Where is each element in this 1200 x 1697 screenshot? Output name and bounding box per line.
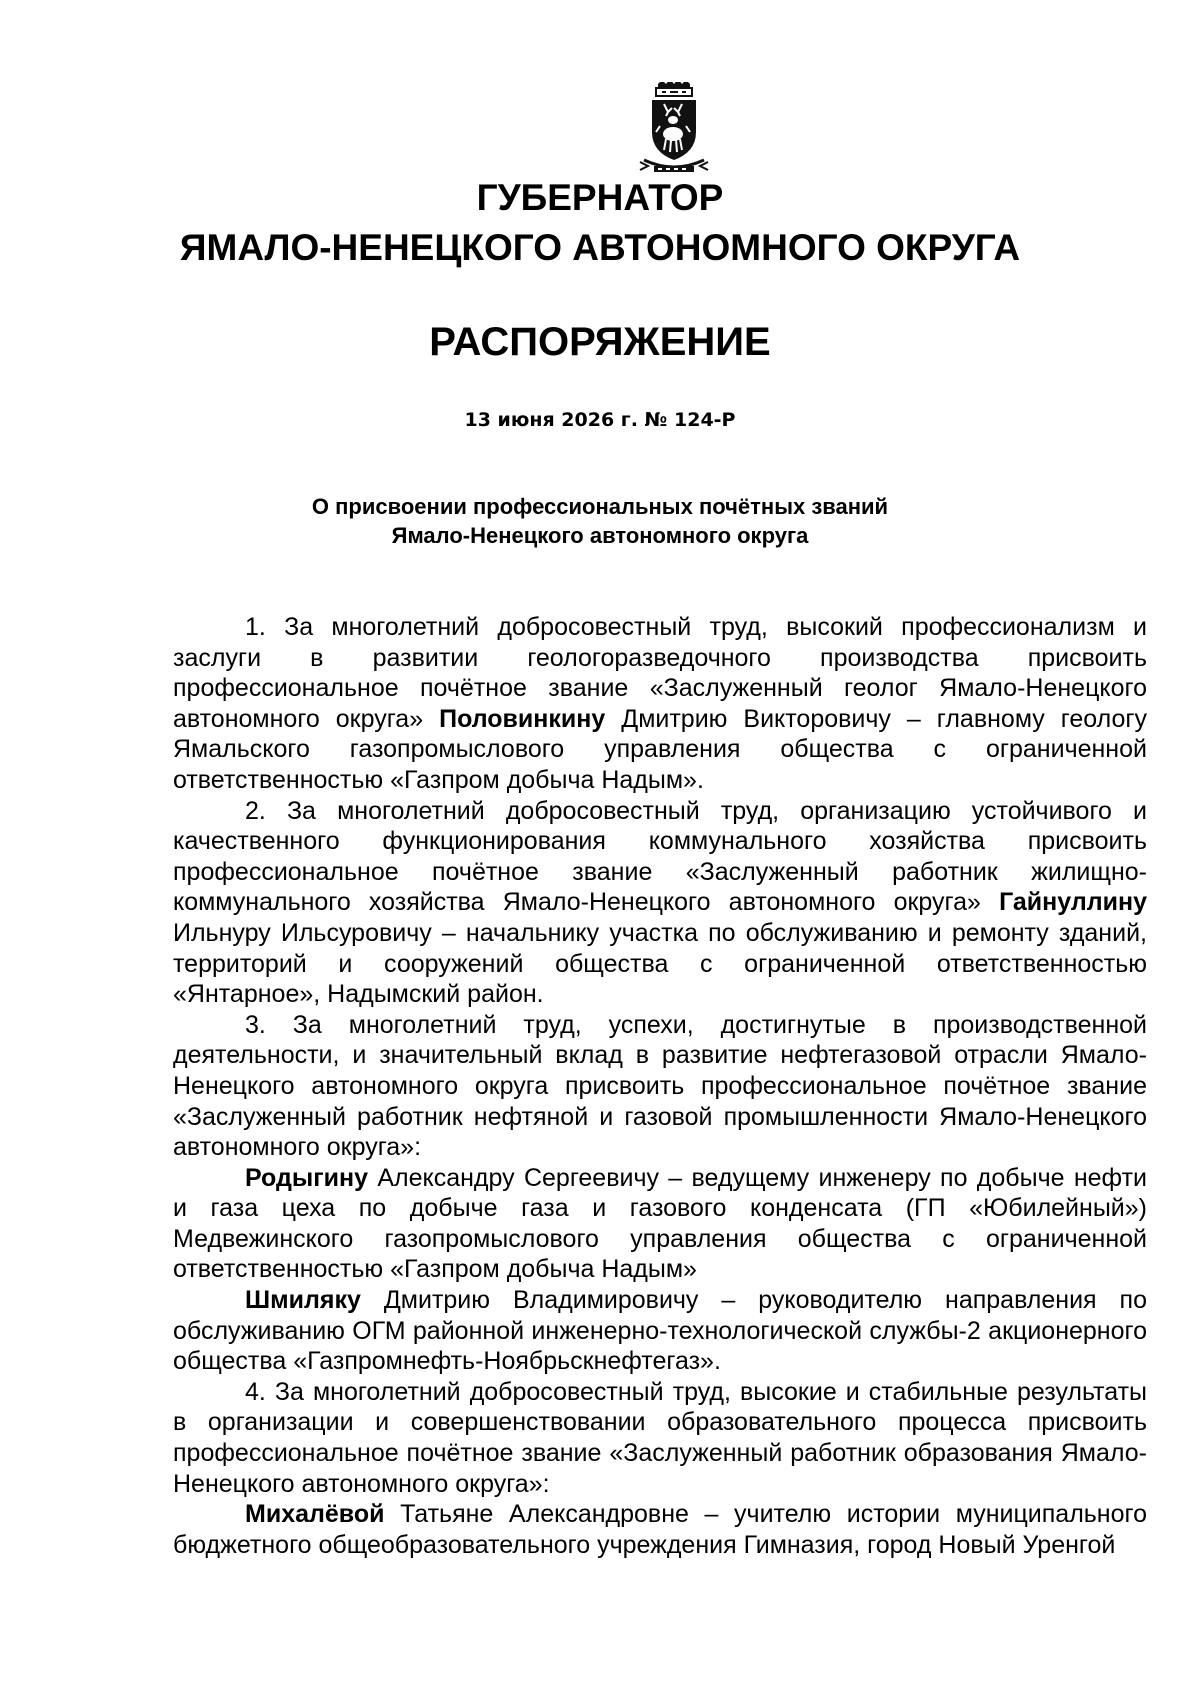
paragraph-4: 4. За многолетний добросовестный труд, высокие и стабильные результаты в организации и совершенствовании образовательного процесса присвоить профессиональное почётное звание «Заслуженный работник образования Ямало-Ненецкого автономного округа»: [173, 1377, 1147, 1498]
paragraph-3-awardee-1 [173, 1163, 1147, 1285]
date-and-number: 13 июня 2026 г. № 124-Р [464, 409, 736, 431]
subject-line1: О присвоении профессиональных почётных званий [311, 494, 889, 519]
awardee-surname: Гайнуллину [999, 888, 1147, 917]
document-type: РАСПОРЯЖЕНИЕ [429, 320, 771, 364]
paragraph-2 [173, 796, 1147, 1010]
authority-title-line2: ЯМАЛО-НЕНЕЦКОГО АВТОНОМНОГО ОКРУГА [179, 227, 1021, 268]
awardee-surname: Родыгину [245, 1163, 368, 1192]
paragraph-text: 2. За многолетний добросовестный труд, организацию устойчивого и качественного функционирования коммунального хозяйства присвоить профессиональное почётное звание «Заслуженный работник жилищно-коммунального хозяйства Ямало-Ненецкого автономного округа» [173, 796, 1147, 917]
paragraph-1 [173, 612, 1147, 796]
paragraph-text: Татьяне Александровне – учителю истории муниципального бюджетного общеобразовательного учреждения Гимназия, город Новый Уренгой [173, 1500, 1147, 1559]
yanao-coat-of-arms-icon [632, 82, 716, 178]
paragraph-text: Александру Сергеевичу – ведущему инженеру по добыче нефти и газа цеха по добыче газа и газового конденсата (ГП «Юбилейный») Медвежинского газопромыслового управления общества с ограниченной ответственностью «Газпром добыча Надым» [173, 1163, 1147, 1284]
paragraph-text: 1. За многолетний добросовестный труд, высокий профессионализм и заслуги в развитии геологоразведочного производства присвоить профессиональное почётное звание «Заслуженный геолог Ямало-Ненецкого автономного округа» [173, 613, 1147, 733]
paragraph-4-awardee-1 [173, 1499, 1147, 1560]
document-body [173, 612, 1147, 1560]
awardee-surname: Шмиляку [245, 1286, 361, 1315]
paragraph-3: 3. За многолетний труд, успехи, достигнутые в производственной деятельности, и значительный вклад в развитие нефтегазовой отрасли Ямало-Ненецкого автономного округа присвоить профессиональное почётное звание «Заслуженный работник нефтяной и газовой промышленности Ямало-Ненецкого автономного округа»: [173, 1010, 1147, 1162]
subject-line2: Ямало-Ненецкого автономного округа [391, 523, 809, 548]
paragraph-text: Ильнуру Ильсуровичу – начальнику участка по обслуживанию и ремонту зданий, территорий и сооружений общества с ограниченной ответственностью «Янтарное», Надымский район. [173, 918, 1147, 1009]
paragraph-text: Дмитрию Владимировичу – руководителю направления по обслуживанию ОГМ районной инженерно-технологической службы-2 акционерного общества «Газпромнефть-Ноябрьскнефтегаз». [173, 1286, 1147, 1376]
awardee-surname: Половинкину [439, 704, 606, 733]
authority-title-line1: ГУБЕРНАТОР [476, 177, 724, 218]
paragraph-3-awardee-2 [173, 1285, 1147, 1377]
awardee-surname: Михалёвой [245, 1500, 385, 1529]
paragraph-text: Дмитрию Викторовичу – главному геологу Ямальского газопромыслового управления общества с ограниченной ответственностью «Газпром добыча Надым». [173, 704, 1147, 794]
